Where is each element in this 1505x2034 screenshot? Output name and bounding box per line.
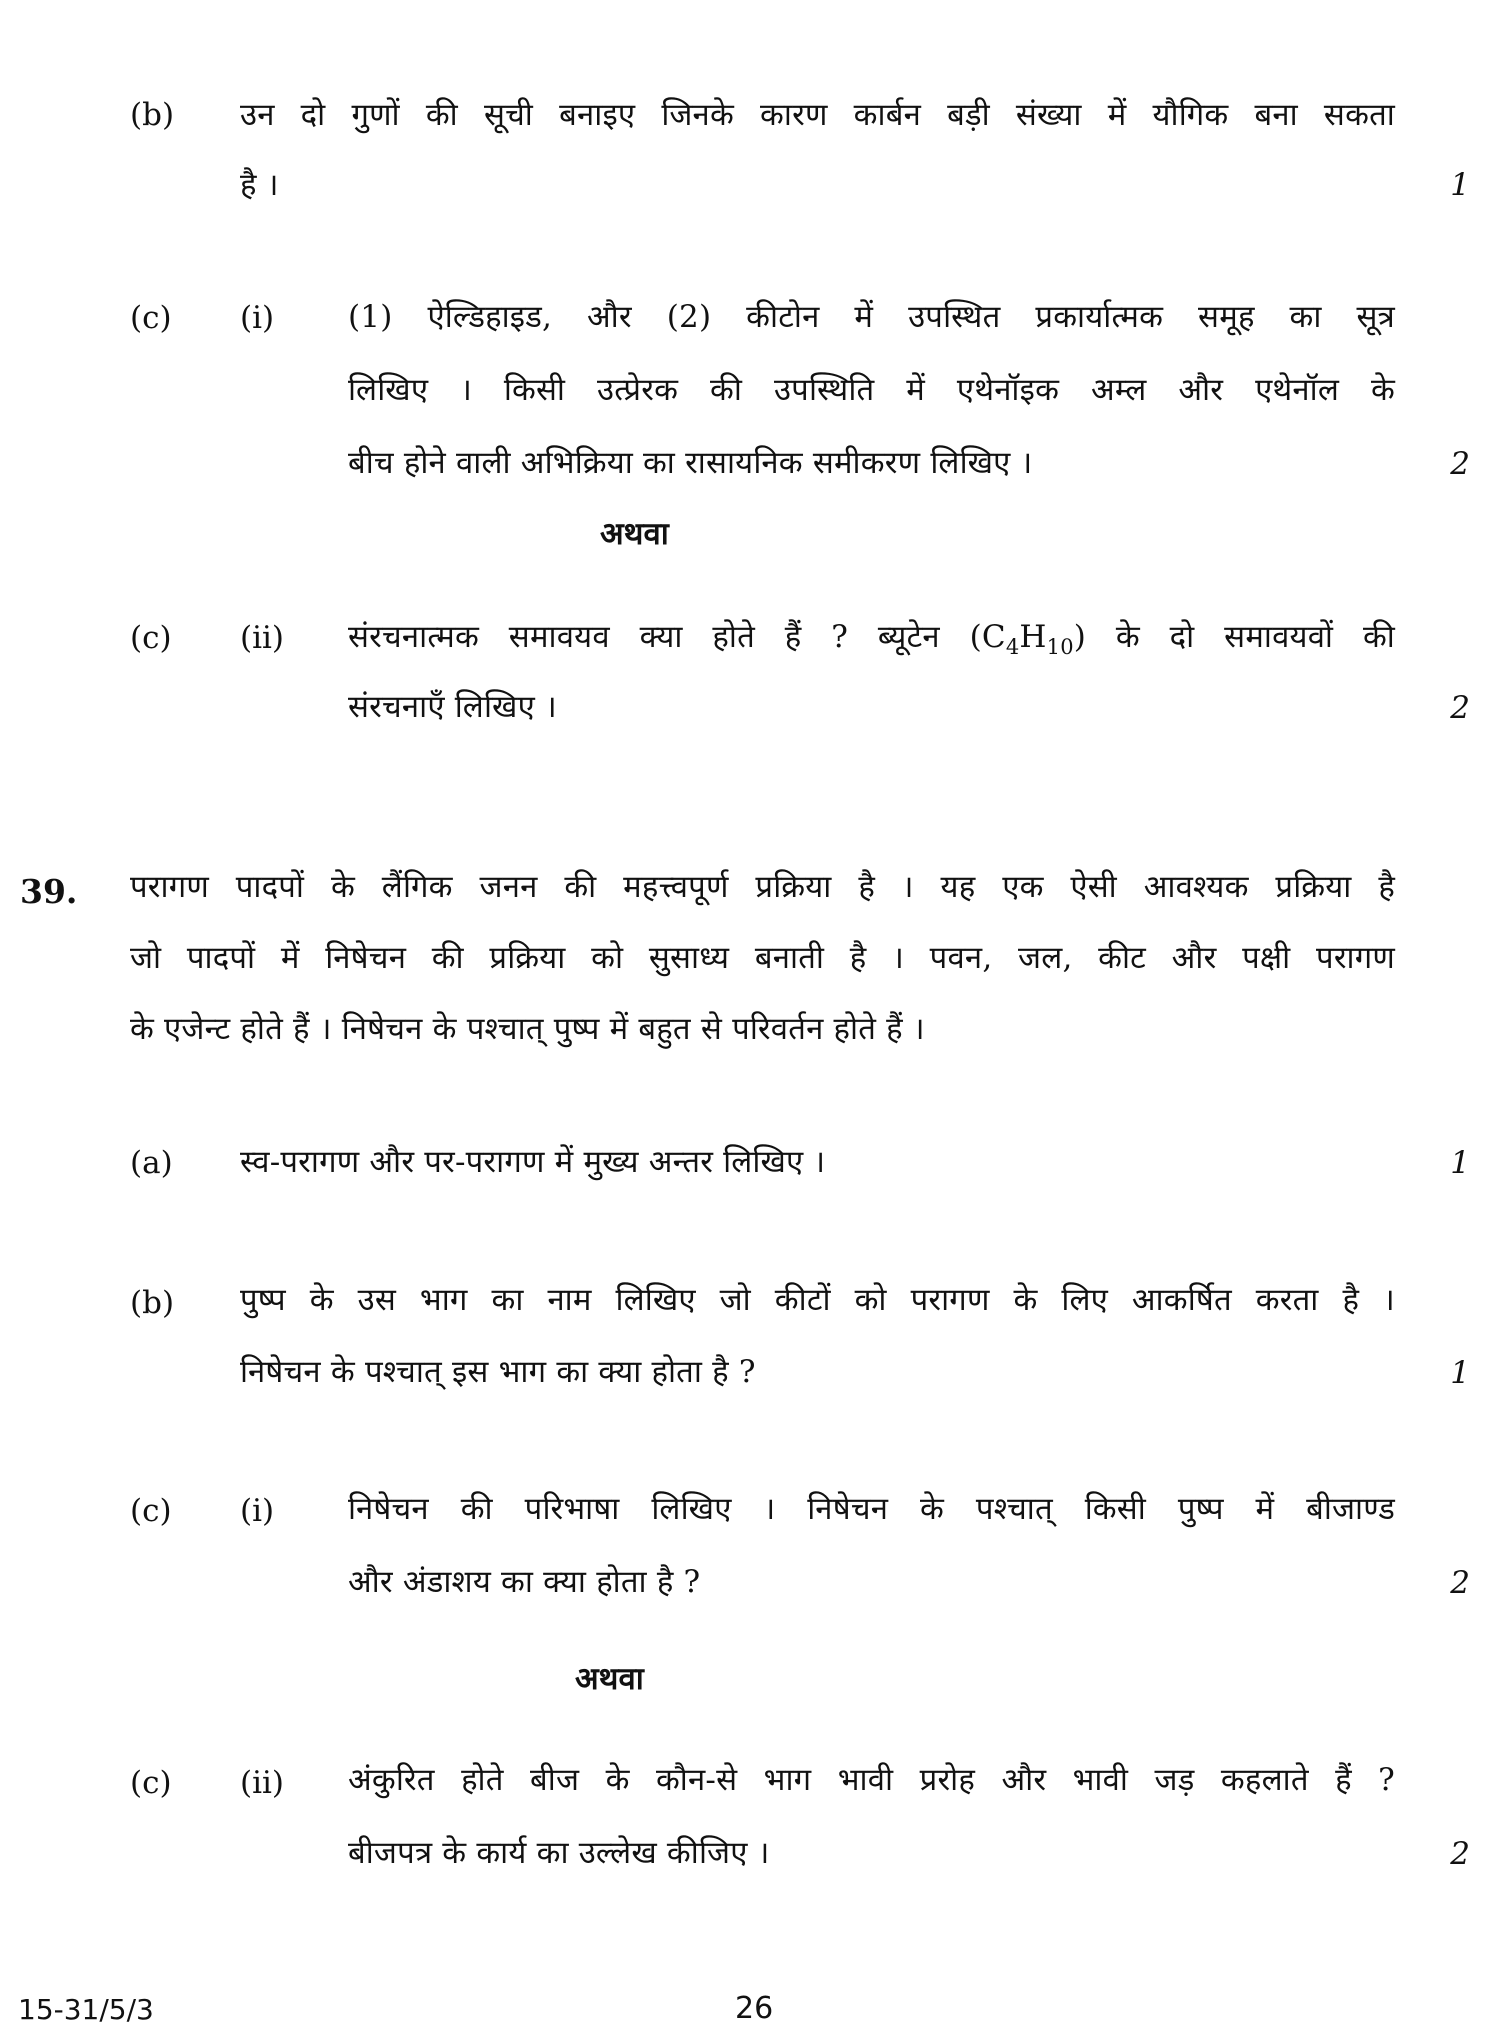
q38-c-ii-label: (c) [130,620,172,656]
q38-c-ii-line1-post: ) के दो समावयवों की [1073,619,1396,655]
q38-b-line2: है । [240,167,279,203]
q38-c-ii-marks: 2 [1450,690,1470,726]
q39-c-ii-marks: 2 [1450,1836,1470,1872]
q39-b-label: (b) [130,1285,175,1321]
paper-code: 15-31/5/3 [18,1993,154,2026]
q38-c-ii-sub-c: 4 [1005,635,1020,660]
or-separator-1: अथवा [600,516,669,552]
q39-c-i-sublabel: (i) [240,1493,275,1529]
q38-c-ii-sublabel: (ii) [240,620,285,656]
q38-b-marks: 1 [1450,167,1470,203]
q39-intro-line1: परागण पादपों के लैंगिक जनन की महत्त्वपूर्ण प्रक्रिया है । यह एक ऐसी आवश्यक प्रक्रिया है [130,869,1395,905]
q38-c-ii-line1-pre: संरचनात्मक समावयव क्या होते हैं ? ब्यूटेन (C [348,619,1006,655]
q39-c-ii-line2: बीजपत्र के कार्य का उल्लेख कीजिए । [348,1835,770,1871]
q39-c-i-line2: और अंडाशय का क्या होता है ? [348,1564,701,1600]
q38-c-i-marks: 2 [1450,446,1470,482]
q39-a-label: (a) [130,1145,173,1181]
q38-b-line1: उन दो गुणों की सूची बनाइए जिनके कारण कार्बन बड़ी संख्या में यौगिक बना सकता [240,97,1395,133]
q38-c-ii-line1 [348,615,1395,659]
q39-c-i-label: (c) [130,1493,172,1529]
q38-c-ii-line2: संरचनाएँ लिखिए । [348,689,557,725]
or-separator-2: अथवा [575,1661,644,1697]
q38-c-ii-sub-h: 10 [1046,635,1074,660]
q39-intro-line3: के एजेन्ट होते हैं । निषेचन के पश्चात् पुष्प में बहुत से परिवर्तन होते हैं । [130,1011,925,1047]
q39-c-i-marks: 2 [1450,1565,1470,1601]
q39-a-line1: स्व-परागण और पर-परागण में मुख्य अन्तर लिखिए । [240,1144,826,1180]
q39-intro-line2: जो पादपों में निषेचन की प्रक्रिया को सुसाध्य बनाती है । पवन, जल, कीट और पक्षी परागण [130,940,1395,976]
q39-b-line2: निषेचन के पश्चात् इस भाग का क्या होता है ? [240,1354,756,1390]
q38-b-label: (b) [130,97,175,133]
q39-c-i-line1: निषेचन की परिभाषा लिखिए । निषेचन के पश्चात् किसी पुष्प में बीजाण्ड [348,1491,1395,1527]
page-number: 26 [735,1991,774,2026]
q38-c-i-sublabel: (i) [240,300,275,336]
q38-c-i-label: (c) [130,300,172,336]
q39-c-ii-line1: अंकुरित होते बीज के कौन-से भाग भावी प्ररोह और भावी जड़ कहलाते हैं ? [348,1762,1395,1798]
q38-c-i-line3: बीच होने वाली अभिक्रिया का रासायनिक समीकरण लिखिए । [348,445,1033,481]
q39-c-ii-sublabel: (ii) [240,1765,285,1801]
q39-c-ii-label: (c) [130,1765,172,1801]
q39-number: 39. [20,872,78,911]
q38-c-ii-h: H [1019,619,1047,655]
q39-a-marks: 1 [1450,1145,1470,1181]
q39-b-marks: 1 [1450,1355,1470,1391]
q39-b-line1: पुष्प के उस भाग का नाम लिखिए जो कीटों को परागण के लिए आकर्षित करता है । [240,1282,1395,1318]
q38-c-i-line2: लिखिए । किसी उत्प्रेरक की उपस्थिति में एथेनॉइक अम्ल और एथेनॉल के [348,372,1395,408]
q38-c-i-line1: (1) ऐल्डिहाइड, और (2) कीटोन में उपस्थित प्रकार्यात्मक समूह का सूत्र [348,299,1395,335]
